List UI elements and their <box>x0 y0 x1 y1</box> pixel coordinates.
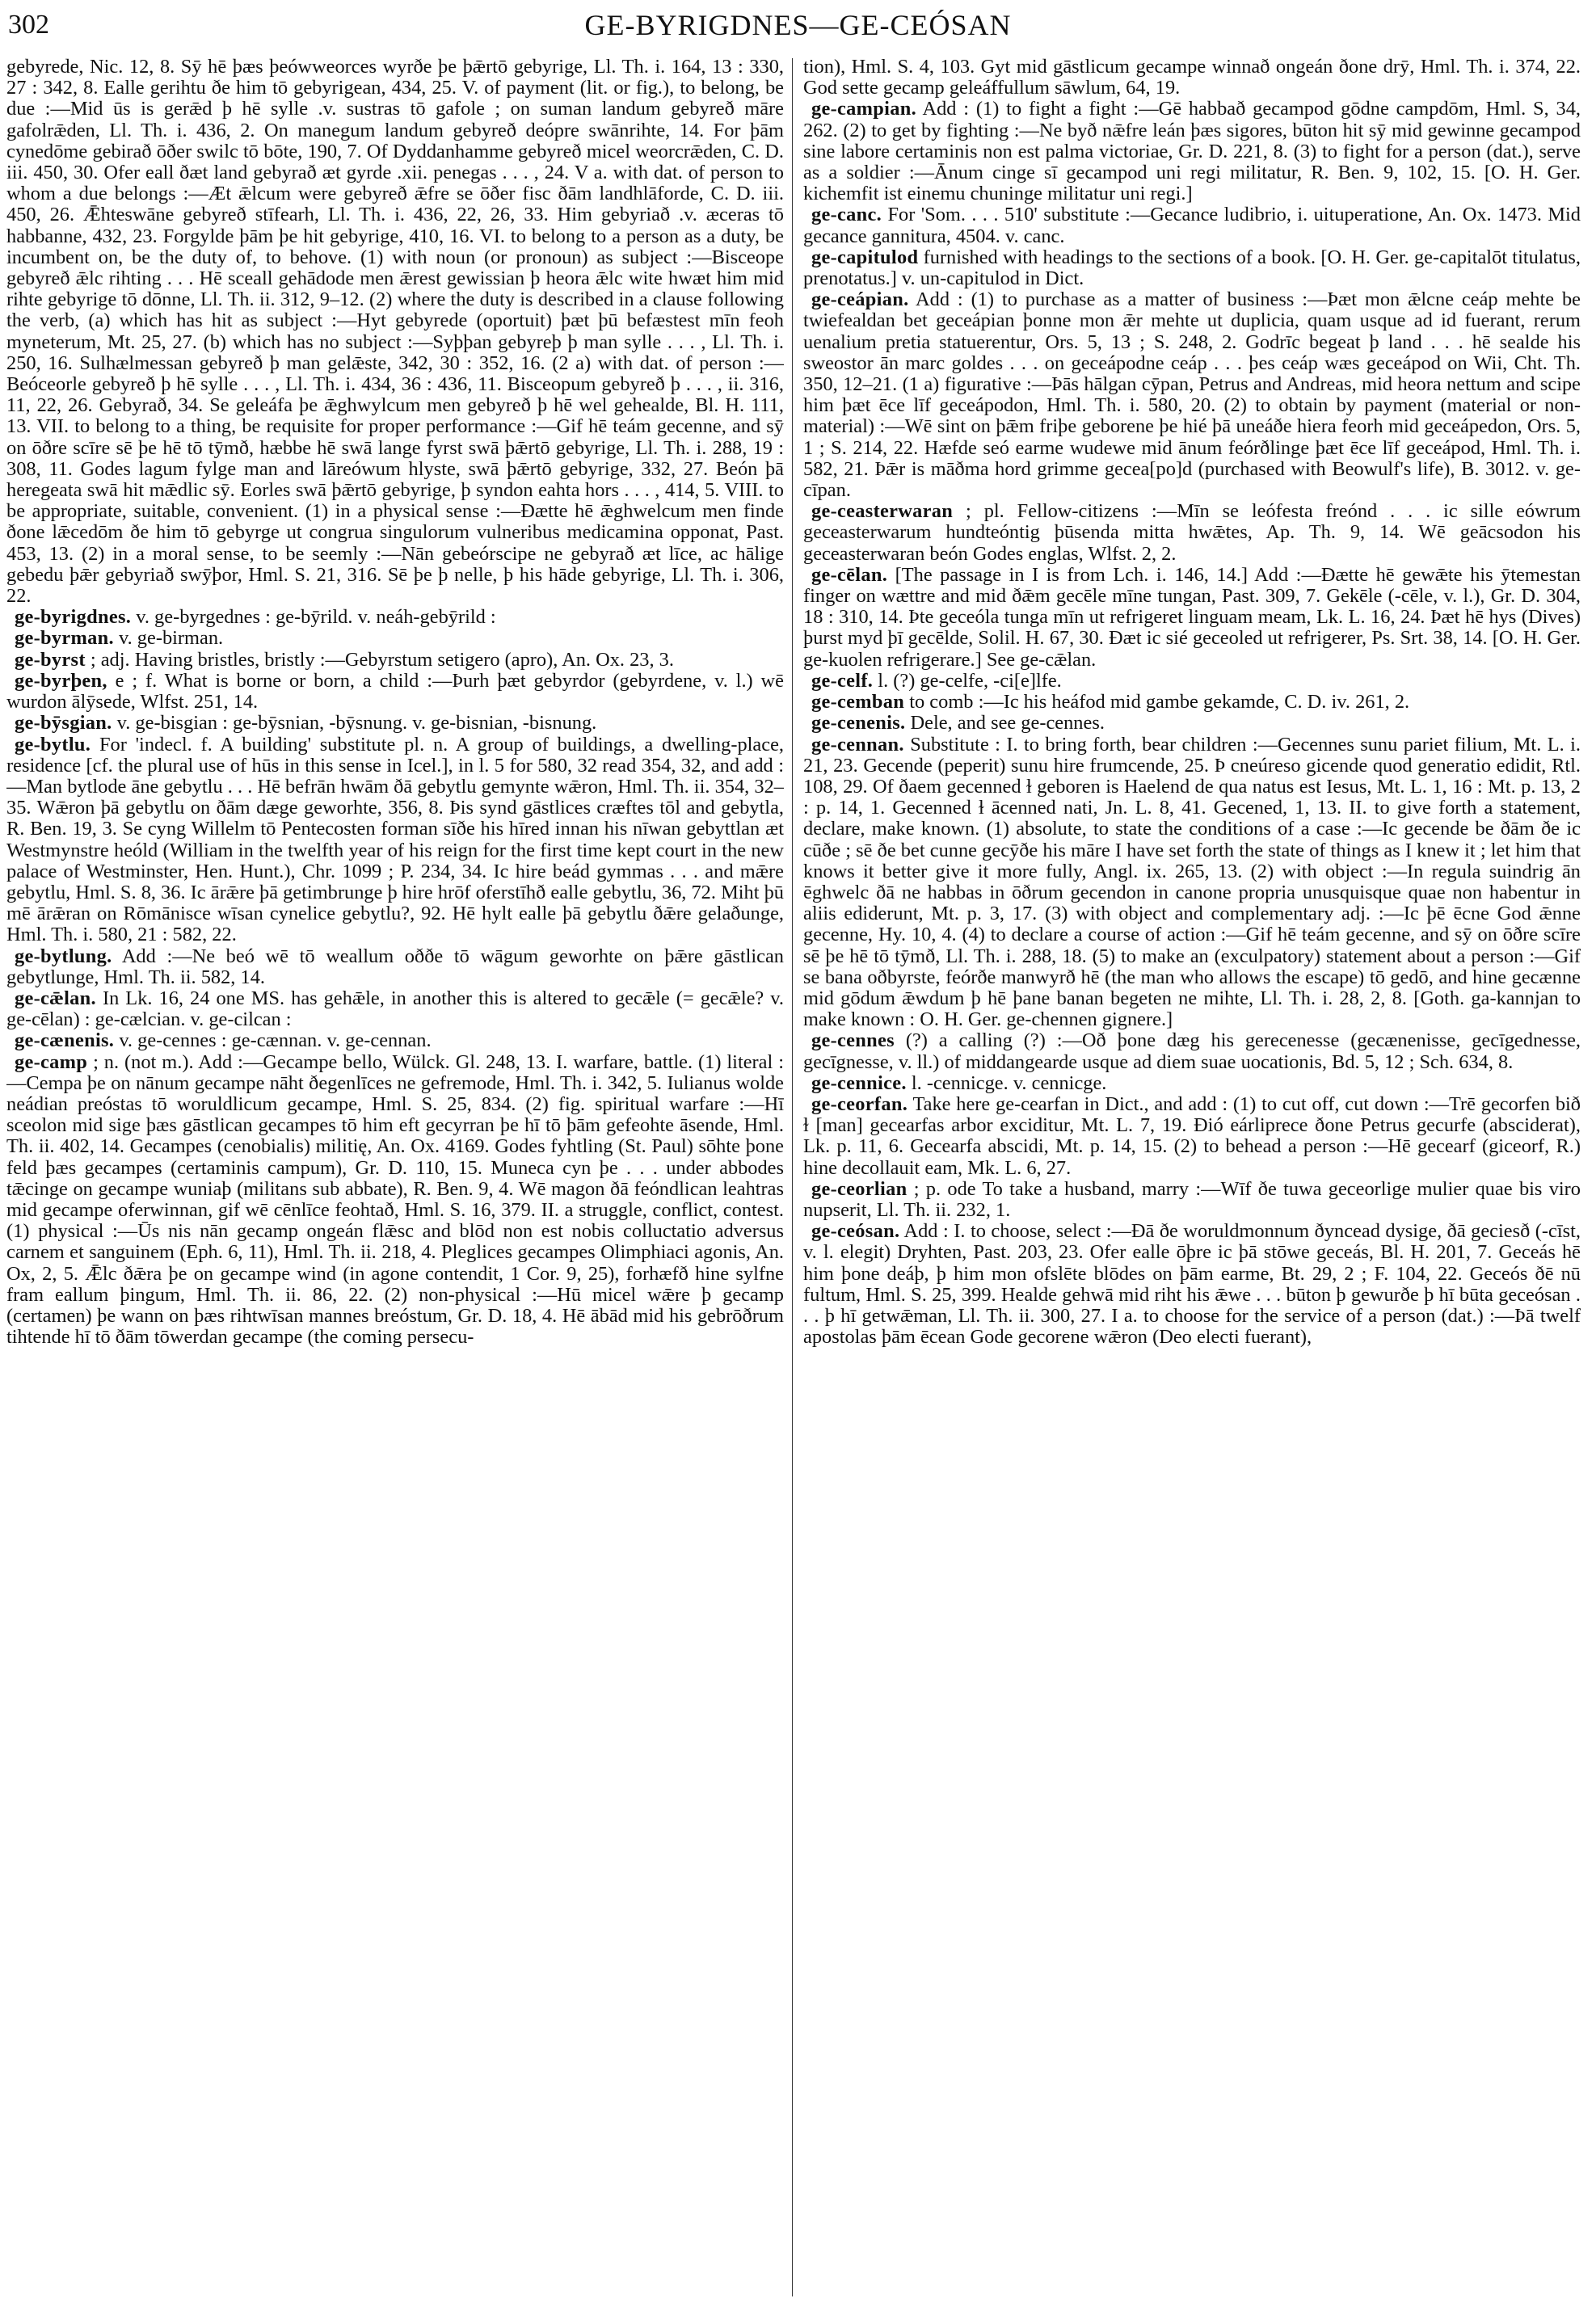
entry-body: Add : I. to choose, select :—Ðā ðe woruldmonnum ðyncead dysige, ðā geciesð (-cīst, v. l. elegit) Dryhten, Past. 203, 23. Ofer ealle ōþre ic þā stōwe geceás, Bl. H. 201, 7. Geceás hē him þone deáþ, þ him mon ofslēte blōdes on þām earme, Bt. 29, 2 ; F. 104, 22. Geceós ðē nū fultum, Hml. S. 25, 399. Healde gehwā mid riht his ǣwe . . . būton þ gewurðe þ hī būta geceósan . . . þ hī getwǣman, Ll. Th. ii. 300, 27. I a. to choose for the service of a person (dat.) :—Þā twelf apostolas þām ēcean Gode gecorene wǣron (Deo electi fuerant), <box>803 1220 1581 1349</box>
entry-body: v. ge-bisgian : ge-bȳsnian, -bȳsnung. v. ge-bisnian, -bisnung. <box>112 712 597 735</box>
entry-continuation <box>6 57 784 607</box>
dictionary-entry <box>6 1030 784 1051</box>
entry-body: ; n. (not m.). Add :—Gecampe bello, Wülck. Gl. 248, 13. I. warfare, battle. (1) literal :—Cempa þe on nānum gecampe nāht ðegenlīces ne gefremode, Hml. Th. i. 342, 5. Iulianus wolde neádian preóstas tō woruldlicum gecampe, Hml. S. 25, 834. (2) fig. spiritual warfare :—Hī sceolon mid sige þæs gāstlican gecampes tō him eft gecyrran þe hī tō þām gefeohte āsende, Hml. Th. ii. 402, 14. Gecampes (cenobialis) militię, An. Ox. 4169. Godes fyhtling (St. Paul) sōhte þone feld þæs gecampes (certaminis campum), Gr. D. 110, 15. Muneca cyn þe . . . under abbodes tǣcinge on gecampe wuniaþ (militans sub abbate), R. Ben. 9, 4. Wē magon ðā feóndlican leahtras mid gecampe oferwinnan, gif wē cēnlīce feohtað, Hml. S. 16, 379. II. a struggle, conflict, contest. (1) physical :—Ūs nis nān gecamp ongeán flǣsc and blōd non est nobis colluctatio adversus carnem et sanguinem (Eph. 6, 11), Hml. Th. ii. 218, 4. Pleglices gecampes Olimphiaci agonis, An. Ox, 2, 5. Ǣlc ðǣra þe on gecampe wind (in agone contendit, 1 Cor. 9, 25), forhæfð hine sylfne fram eallum þingum, Hml. Th. ii. 86, 22. (2) non-physical :—Hū micel wǣre þ gecamp (certamen) þe wann on þæs rihtwīsan mannes breóstum, Gr. D. 18, 4. Hē ābād mid his gebrōðrum tihtende hī tō ðām tōwerdan gecampe (the coming persecu- <box>6 1050 784 1349</box>
entry-body: For 'Som. . . . 510' substitute :—Gecance ludibrio, i. uituperatione, An. Ox. 1473. Mid gecance gannitura, 4504. v. canc. <box>803 204 1581 247</box>
dictionary-entry <box>6 713 784 734</box>
headword: ge-cennan. <box>811 733 904 756</box>
entry-body: Take here ge-cearfan in Dict., and add : (1) to cut off, cut down :—Trē gecorfen bið ɫ [man] gecearfas arbor exciditur, Mt. L. 7, 19. Ðió eárliprece ðone Petrus gecurfe (absciderat), Lk. p. 11, 6. Gecearfa abscidi, Mt. p. 14, 15. (2) to behead a person :—Hē gecearf (giceorf, R.) hine decollauit eam, Mk. L. 6, 27. <box>803 1092 1581 1179</box>
entry-body: v. ge-birman. <box>113 627 224 650</box>
entry-body: (?) a calling (?) :—Oð þone dæg his gerecenesse (gecænenisse, gecīgednesse, gecīgnesse, v. ll.) of middangearde usque ad diem suae uocationis, Bd. 5, 12 ; Sch. 634, 8. <box>803 1029 1581 1073</box>
headword: ge-byrþen, <box>15 669 107 692</box>
dictionary-entry <box>803 99 1581 204</box>
dictionary-entry <box>803 671 1581 692</box>
entry-body: [The passage in I is from Lch. i. 146, 14.] Add :—Ðætte hē gewǣte his ȳtemestan finger on wættre and mid ðǣm gecēle mīne tungan, Past. 309, 7. Gekēle (-cēle, v. l.), Gr. D. 304, 18 : 310, 14. Þte geceóla tunga mīn ut refrigeret linguam meam, Lk. L. 16, 24. Þæt hē hys (Dives) þurst myd þī gecēlde, Solil. H. 67, 30. Ðæt ic sié geceoled ut refrigerer, Ps. Srt. 38, 14. [O. H. Ger. ge-kuolen refrigerare.] See ge-cǣlan. <box>803 563 1581 671</box>
dictionary-entry <box>803 1221 1581 1348</box>
running-title: GE-BYRIGDNES—GE-CEÓSAN <box>584 9 1012 41</box>
dictionary-entry <box>803 501 1581 565</box>
dictionary-entry <box>6 650 784 671</box>
dictionary-entry <box>803 247 1581 289</box>
page-number: 302 <box>8 10 49 40</box>
dictionary-entry <box>803 565 1581 671</box>
dictionary-entry <box>6 735 784 946</box>
headword: ge-ceápian. <box>811 288 909 311</box>
dictionary-entry <box>6 1052 784 1349</box>
headword: ge-byrst <box>15 648 86 671</box>
dictionary-entry <box>803 713 1581 734</box>
dictionary-entry <box>803 289 1581 501</box>
dictionary-entry <box>803 692 1581 713</box>
headword: ge-canc. <box>811 204 882 226</box>
page-header <box>8 6 1588 47</box>
headword: ge-cēlan. <box>811 563 888 586</box>
headword: ge-ceasterwaran <box>811 500 954 523</box>
column-divider <box>792 58 793 2296</box>
entry-body: tion), Hml. S. 4, 103. Gyt mid gāstlicum gecampe winnað ongeán ðone drȳ, Hml. Th. i. 374, 22. God sette gecamp geleáffullum sāwlum, 64, 19. <box>803 57 1581 99</box>
dictionary-entry <box>6 671 784 713</box>
entry-body: l. -cennicge. v. cennicge. <box>906 1071 1107 1094</box>
dictionary-entry <box>803 735 1581 1031</box>
dictionary-entry <box>6 988 784 1030</box>
entry-body: Add : (1) to fight a fight :—Gē habbað gecampod gōdne campdōm, Hml. S, 34, 262. (2) to get by fighting :—Ne byð nǣfre leán þæs sigores, būton hit sȳ mid gewinne gecampod sine labore certaminis non est palma victoriae, Gr. D. 221, 8. (3) to fight for a person (dat.), serve as a soldier :—Ānum cinge sī gecampod uni regi militatur, R. Ben. 9, 102, 15. [O. H. Ger. kichemfit ist einemu chuninge militatur uni regi.] <box>803 98 1581 205</box>
headword: ge-cenenis. <box>811 712 906 735</box>
entry-body: ; pl. Fellow-citizens :—Mīn se leófesta freónd . . . ic sille eówrum geceasterwarum hundteóntig þūsenda mitta hwǣtes, Ap. Th. 9, 14. Wē geācsodon his geceasterwaran beón Godes englas, Wlfst. 2, 2. <box>803 500 1581 565</box>
entry-body: gebyrede, Nic. 12, 8. Sȳ hē þæs þeówweorces wyrðe þe þǣrtō gebyrige, Ll. Th. i. 164, 13 : 330, 27 : 342, 8. Ealle gerihtu ðe him tō gebyrigean, 434, 25. V. of payment (lit. or fig.), to belong, be due :—Mid ūs is gerǣd þ hē sylle .v. sustras tō gafole ; on suman landum gebyreð māre gafolrǣden, Ll. Th. i. 436, 2. On manegum landum gebyreð deópre swānrihte, 14. For þām cynedōme gebirað ōðer swilc tō bōte, 190, 7. Of Dyddanhamme gebyreð micel weorcrǣden, C. D. iii. 450, 30. Ofer eall ðæt land gebyrað æt gyrde .xii. penegas . . . , 24. V a. with dat. of person to whom a due belongs :—Æt ǣlcum were gebyreð ǣfre se ōðer fisc ðām landhlāforde, C. D. iii. 450, 26. Ǣhteswāne gebyreð stīfearh, Ll. Th. i. 436, 22, 26, 33. Him gebyriað .v. æceras tō habbanne, 432, 23. Forgylde þām þe hit gebyrige, 410, 16. VI. to belong to a person as a duty, be incumbent on, be the duty of, to behove. (1) with noun (or pronoun) as subject :—Bisceope gebyreð ǣlc rihting . . . Hē sceall gehādode men ǣrest gewissian þ heora ǣlc wite hwæt him mid rihte gebyrige tō dōnne, Ll. Th. ii. 312, 9–12. (2) where the duty is described in a clause following the verb, (a) which has hit as subject :—Hyt gebyrede (oportuit) þæt þū befæstest mīn feoh myneterum, Mt. 25, 27. (b) which has no subject :—Syþþan gebyreþ þ man sylle . . . , Ll. Th. i. 250, 16. Sulhælmessan gebyreð þ man gelǣste, 342, 30 : 352, 16. (2 a) with dat. of person :—Beóceorle gebyreð þ hē sylle . . . , Ll. Th. i. 434, 36 : 436, 11. Bisceopum gebyreð þ . . . , ii. 316, 11, 22, 26. Gebyrað, 34. Se geleáfa þe ǣghwylcum men gebyreð þ hē wel gehealde, Bl. H. 111, 13. VII. to belong to a thing, be requisite for proper performance :—Gif hē teám gecenne, and sȳ on ōðre scīre sē þe hē tō tȳmð, hæbbe hē swā lange fyrst swā þǣrtō gebyrige, Ll. Th. i. 288, 19 : 308, 11. Godes lagum fylge man and lāreówum hlyste, swā þǣrtō gebyrige, 332, 27. Beón þā heregeata swā hit mǣdlic sȳ. Eorles swā þǣrtō gebyrige, þ syndon eahta hors . . . , 414, 5. VIII. to be appropriate, suitable, convenient. (1) in a physical sense :—Ðætte hē ǣghwelcum men finde ðone lǣcedōm ðe him tō gebyrge ut congrua singulorum vulneribus medicamina opponat, Past. 453, 13. (2) in a moral sense, to be seemly :—Nān gebeórscipe ne gebyrað æt līce, ac hālige gebedu þǣr gebyriað swȳþor, Hml. S. 21, 316. Sē þe þ nelle, þ his hāde gebyrige, Ll. Th. i. 306, 22. <box>6 57 784 608</box>
left-column <box>6 57 784 2303</box>
dictionary-entry <box>6 628 784 649</box>
dictionary-entry <box>6 946 784 988</box>
headword: ge-bytlu. <box>15 733 91 756</box>
right-column <box>803 57 1581 2303</box>
entry-body: e ; f. What is borne or born, a child :—Þurh þæt gebyrdor (gebyrdene, v. l.) wē wurdon ālȳsede, Wlfst. 251, 14. <box>6 669 784 714</box>
dictionary-entry <box>803 1073 1581 1094</box>
entry-body: v. ge-cennes : ge-cænnan. v. ge-cennan. <box>114 1029 432 1052</box>
headword: ge-ceorfan. <box>811 1092 908 1115</box>
dictionary-entry <box>803 1179 1581 1221</box>
entry-body: Dele, and see ge-cennes. <box>905 712 1105 735</box>
headword: ge-byrigdnes. <box>15 606 132 629</box>
entry-body: v. ge-byrgednes : ge-bȳrild. v. neáh-gebȳrild : <box>131 606 496 629</box>
entry-body: l. (?) ge-celfe, -ci[e]lfe. <box>873 669 1062 692</box>
entry-body: ; adj. Having bristles, bristly :—Gebyrstum setigero (apro), An. Ox. 23, 3. <box>85 648 674 671</box>
headword: ge-bytlung. <box>15 945 112 967</box>
headword: ge-celf. <box>811 669 874 692</box>
headword: ge-capitulod <box>811 246 919 268</box>
headword: ge-cennice. <box>811 1071 907 1094</box>
dictionary-entry <box>803 1094 1581 1179</box>
entry-body: to comb :—Ic his heáfod mid gambe gekamde, C. D. iv. 261, 2. <box>904 691 1410 714</box>
headword: ge-byrman. <box>15 627 114 650</box>
headword: ge-ceorlian <box>811 1177 907 1200</box>
headword: ge-campian. <box>811 98 916 120</box>
entry-continuation <box>803 57 1581 99</box>
entry-body: furnished with headings to the sections of a book. [O. H. Ger. ge-capitalōt titulatus, prenotatus.] v. un-capitulod in Dict. <box>803 246 1581 290</box>
dictionary-entry <box>803 1030 1581 1072</box>
entry-body: ; p. ode To take a husband, marry :—Wīf ðe tuwa geceorlige mulier quae bis viro nupserit, Ll. Th. ii. 232, 1. <box>803 1177 1581 1221</box>
entry-body: In Lk. 16, 24 one MS. has gehǣle, in another this is altered to gecǣle (= gecǣle? v. ge-cēlan) : ge-cælcian. v. ge-cilcan : <box>6 987 784 1031</box>
headword: ge-cǣlan. <box>15 987 96 1009</box>
headword: ge-ceósan. <box>811 1220 900 1243</box>
entry-body: For 'indecl. f. A building' substitute pl. n. A group of buildings, a dwelling-place, residence [cf. the plural use of hūs in this sense in Icel.], in l. 5 for 580, 32 read 354, 32, and add :—Man bytlode āne gebytlu . . . Hē befrān hwām ðā gebytlu gemynte wǣron, Hml. Th. ii. 354, 32–35. Wǣron þā gebytlu on ðām dæge geworhte, 356, 8. Þis synd gāstlices cræftes tōl and gebytla, R. Ben. 19, 3. Se cyng Willelm tō Pentecosten forman sīðe his hīred innan his nīwan gebyttlan æt Westmynstre heóld (William in the twelfth year of his reign for the first time kept court in the new palace of Westminster, Hen. Hunt.), Chr. 1099 ; P. 234, 34. Ic hire beád gymmas . . . and mǣre gebytlu, Hml. S. 8, 36. Ic ārǣre þā getimbrunge þ hire hrōf oferstīhð ealle gebytlu, 36, 72. Miht þū mē ārǣran on Rōmānisce wīsan cynelice gebytlu?, 92. Hē hylt ealle þā gebytlu ðǣre gelaðunge, Hml. Th. i. 580, 21 : 582, 22. <box>6 733 784 946</box>
dictionary-entry <box>6 607 784 628</box>
headword: ge-cemban <box>811 691 905 714</box>
entry-body: Add :—Ne beó wē tō weallum oððe tō wāgum geworhte on þǣre gāstlican gebytlunge, Hml. Th. ii. 582, 14. <box>6 945 784 988</box>
entry-body: Substitute : I. to bring forth, bear children :—Gecennes sunu pariet filium, Mt. L. i. 21, 23. Gecende (peperit) sunu hire frumcende, 25. Þ cneúreso gicende quod generatio edidit, Rtl. 108, 29. Of ðaem gecenned ɫ geboren is Haelend de qua natus est Iesus, Mt. L. 1, 16 : Mt. p. 13, 2 : p. 14, 1. Gecenned ɫ ācenned nati, Jn. L. 8, 41. Gecened, 1, 13. II. to give forth a statement, declare, make known. (1) absolute, to state the conditions of a case :—Ic gecende be ðām ðe ic cūðe ; sē ðe bet cunne gecȳðe his māre I have set forth the state of things as I knew it ; let him that knows it better give it more fully, Angl. ix. 265, 13. (2) with object :—In regula suindrig ān ēghwelc ðā ne habbas in ōðrum gecendon in canone propria unusquisque quae non habentur in aliis ediderunt, Mt. p. 3, 17. (3) with object and complementary adj. :—Ic þē ēcne God ǣnne gecenne, Hy. 10, 4. (4) to declare a course of action :—Gif hē teám gecenne, and sȳ on ōðre scīre sē þe hē tō tȳmð, Ll. Th. i. 288, 18. (5) to make an (exculpatory) statement about a person :—Gif se bana oðbyrste, feórðe manwyrð hē (the man who allows the escape) tō gedō, and hine gecænne mid gōdum ǣwdum þ hē þane banan begeten ne mihte, Ll. Th. i. 28, 2, 8. [Goth. ga-kannjan to make known : O. H. Ger. ge-chennen gignere.] <box>803 733 1581 1031</box>
headword: ge-cænenis. <box>15 1029 115 1052</box>
headword: ge-bȳsgian. <box>15 712 112 735</box>
headword: ge-camp <box>15 1050 88 1073</box>
dictionary-entry <box>803 204 1581 246</box>
headword: ge-cennes <box>811 1029 895 1052</box>
entry-body: Add : (1) to purchase as a matter of business :—Þæt mon ǣlcne ceáp mehte be twiefealdan bet geceápian þonne mon ǣr mehte ut duplicia, quam usque ad id fuerant, rerum uenalium pretia statuerentur, Ors. 5, 13 ; S. 248, 2. Godrīc begeat þ land . . . hē sealde his sweostor ān marc goldes . . . on geceápodne ceáp . . . þes ceáp wæs geceápod on Wii, Cht. Th. 350, 12–21. (1 a) figurative :—Þās hālgan cȳpan, Petrus and Andreas, mid heora nettum and scipe him þæt ēce līf geceápodon, Hml. Th. i. 580, 20. (2) to obtain by payment (material or non-material) :—Wē sint on þǣm friþe geborene þe hié þā uneáðe hiera feorh mid geceápedon, Ors. 5, 1 ; S. 214, 22. Hæfde seó earme wudewe mid ānum feórðlinge þæt ēce līf geceápod, Hml. Th. i. 582, 21. Þǣr is māðma hord grimme geceа[po]d (purchased with Beowulf's life), B. 3012. v. ge-cīpan. <box>803 288 1581 502</box>
